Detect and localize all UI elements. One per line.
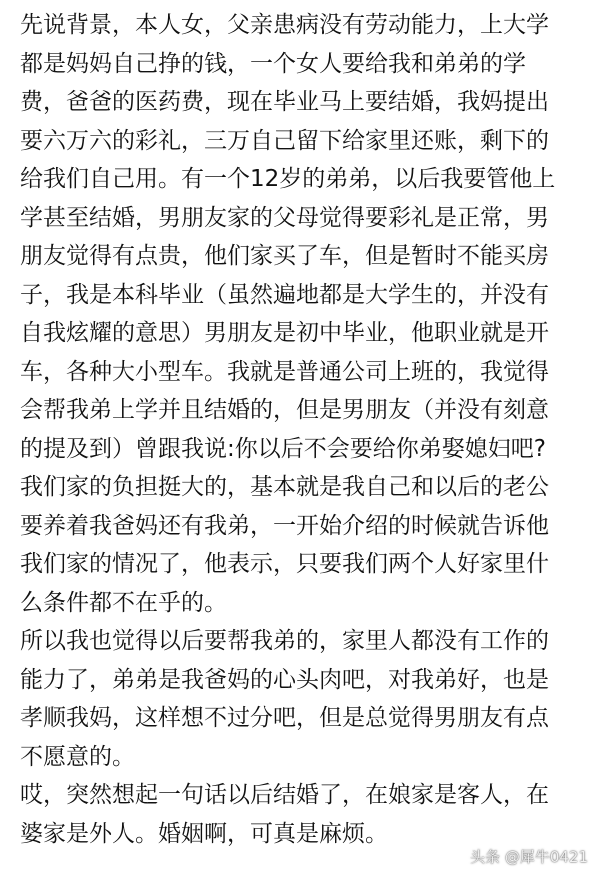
text-line: 所以我也觉得以后要帮我弟的，家里人都没有工作的 (20, 628, 549, 654)
text-line: 不愿意的。 (20, 743, 135, 770)
text-line: 朋友觉得有点贵，他们家买了车，但是暂时不能买房 (20, 243, 549, 269)
text-line: 哎，突然想起一句话以后结婚了，在娘家是客人，在 (20, 782, 549, 808)
text-line: 能力了，弟弟是我爸妈的心头肉吧，对我弟好，也是 (20, 666, 549, 693)
text-line: 会帮我弟上学并且结婚的，但是男朋友（并没有刻意 (20, 397, 549, 423)
text-line: 先说背景，本人女，父亲患病没有劳动能力，上大学 (20, 12, 549, 38)
text-line: 要六万六的彩礼，三万自己留下给家里还账，剩下的 (20, 127, 549, 154)
text-line: 子，我是本科毕业（虽然遍地都是大学生的，并没有 (20, 281, 549, 308)
text-line: 车，各种大小型车。我就是普通公司上班的，我觉得 (20, 358, 549, 385)
text-line: 都是妈妈自己挣的钱，一个女人要给我和弟弟的学 (20, 50, 526, 77)
watermark: 头条 @犀牛0421 (470, 848, 588, 866)
text-line: 学甚至结婚，男朋友家的父母觉得要彩礼是正常，男 (20, 204, 549, 231)
text-line: 费，爸爸的医药费，现在毕业马上要结婚，我妈提出 (20, 89, 549, 115)
text-line: 婆家是外人。婚姻啊，可真是麻烦。 (20, 820, 388, 847)
text-line: 自我炫耀的意思）男朋友是初中毕业，他职业就是开 (20, 320, 549, 346)
text-line: 我们家的负担挺大的，基本就是我自己和以后的老公 (20, 474, 549, 500)
text-line: 么条件都不在乎的。 (20, 589, 227, 616)
text-line: 要养着我爸妈还有我弟，一开始介绍的时候就告诉他 (20, 512, 549, 539)
text-line: 给我们自己用。有一个12岁的弟弟，以后我要管他上 (20, 166, 556, 192)
text-line: 我们家的情况了，他表示，只要我们两个人好家里什 (20, 551, 549, 577)
text-line: 的提及到）曾跟我说:你以后不会要给你弟娶媳妇吧? (20, 435, 546, 462)
post-body (20, 6, 586, 853)
text-line: 孝顺我妈，这样想不过分吧，但是总觉得男朋友有点 (20, 705, 549, 731)
